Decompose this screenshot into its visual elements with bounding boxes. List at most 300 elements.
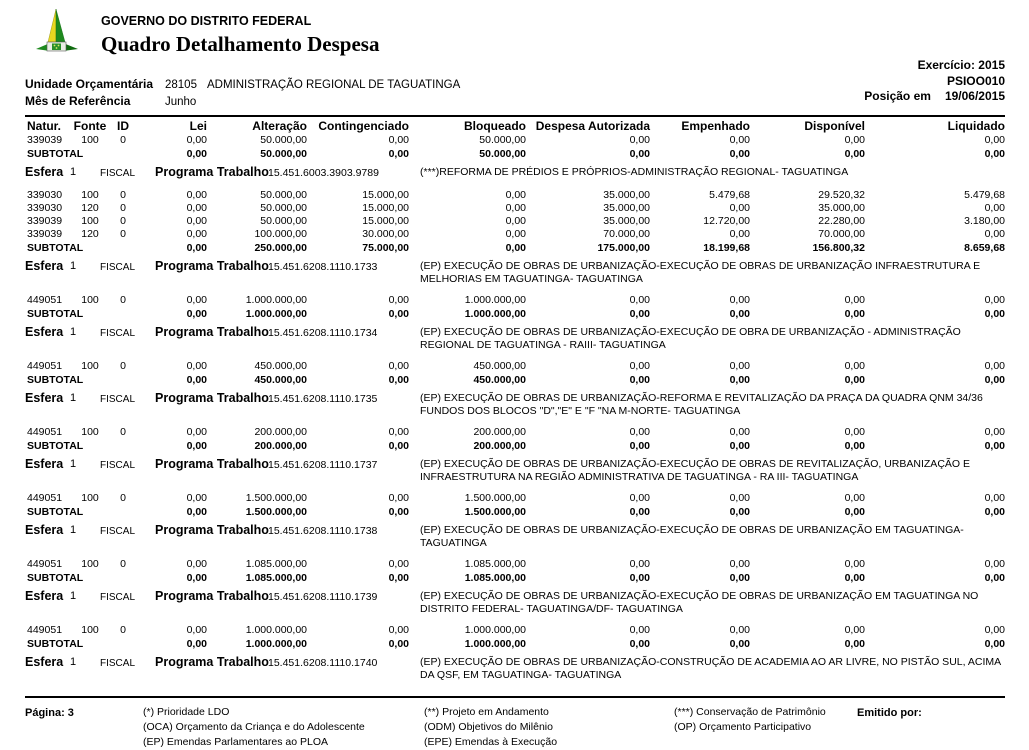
subtotal-row bbox=[25, 373, 1005, 389]
cell: 449051 bbox=[27, 624, 63, 636]
cell: 449051 bbox=[27, 294, 63, 306]
subtotal-cell: 0,00 bbox=[186, 374, 207, 386]
cell: 100.000,00 bbox=[254, 228, 307, 240]
cell: 339030 bbox=[27, 202, 63, 214]
government-name: GOVERNO DO DISTRITO FEDERAL bbox=[101, 14, 312, 28]
subtotal-cell: 0,00 bbox=[186, 242, 207, 254]
esfera-value: 1 bbox=[70, 166, 77, 178]
report-footer bbox=[25, 705, 1005, 750]
cell: 50.000,00 bbox=[260, 202, 307, 214]
cell: 0,00 bbox=[844, 558, 865, 570]
cell: 35.000,00 bbox=[603, 202, 650, 214]
cell: 0,00 bbox=[388, 360, 409, 372]
report-meta bbox=[25, 73, 1005, 110]
subtotal-label: SUBTOTAL bbox=[27, 638, 84, 650]
column-header: Contingenciado bbox=[318, 119, 409, 133]
cell: 0,00 bbox=[186, 426, 207, 438]
cell: 0,00 bbox=[186, 360, 207, 372]
esfera-label: Esfera bbox=[25, 325, 64, 339]
column-header: Lei bbox=[189, 119, 207, 133]
subtotal-row bbox=[25, 147, 1005, 163]
legend-item: (EPE) Emendas à Execução bbox=[424, 736, 558, 748]
cell: 0,00 bbox=[844, 492, 865, 504]
programa-description: (EP) EXECUÇÃO DE OBRAS DE URBANIZAÇÃO-EXECUÇÃO DE OBRAS DE URBANIZAÇÃO EM TAGUATINGA NO DISTRITO FEDERAL- TAGUATINGA/DF- TAGUATINGA bbox=[420, 590, 979, 615]
cell: 100 bbox=[81, 360, 99, 372]
subtotal-cell: 0,00 bbox=[844, 374, 865, 386]
table-header-row bbox=[25, 116, 1005, 134]
cell: 29.520,32 bbox=[818, 189, 865, 201]
cell: 35.000,00 bbox=[603, 215, 650, 227]
cell: 1.000.000,00 bbox=[245, 624, 307, 636]
cell: 50.000,00 bbox=[260, 134, 307, 146]
esfera-tipo: FISCAL bbox=[100, 262, 136, 273]
programa-trabalho-code: 15.451.6208.1110.1740 bbox=[268, 657, 378, 669]
cell: 0,00 bbox=[186, 134, 207, 146]
cell: 0,00 bbox=[388, 426, 409, 438]
unidade-label: Unidade Orçamentária bbox=[25, 77, 154, 91]
esfera-cell bbox=[25, 521, 1005, 558]
subtotal-cell: 0,00 bbox=[388, 572, 409, 584]
cell: 1.085.000,00 bbox=[245, 558, 307, 570]
cell: 100 bbox=[81, 426, 99, 438]
cell: 0,00 bbox=[729, 558, 750, 570]
subtotal-label: SUBTOTAL bbox=[27, 440, 84, 452]
subtotal-cell: 0,00 bbox=[844, 308, 865, 320]
subtotal-cell: 0,00 bbox=[729, 148, 750, 160]
unidade-orcamentaria-row bbox=[25, 73, 1005, 93]
legend-item: (**) Projeto em Andamento bbox=[424, 706, 549, 718]
esfera-label: Esfera bbox=[25, 523, 64, 537]
cell: 0,00 bbox=[984, 360, 1005, 372]
esfera-row bbox=[25, 323, 1005, 360]
subtotal-cell: 0,00 bbox=[388, 506, 409, 518]
cell: 0,00 bbox=[629, 294, 650, 306]
subtotal-cell: 0,00 bbox=[844, 506, 865, 518]
emitido-por-label: Emitido por: bbox=[857, 707, 922, 719]
programa-description: (EP) EXECUÇÃO DE OBRAS DE URBANIZAÇÃO-REFORMA E REVITALIZAÇÃO DA PRAÇA DA QUADRA QNM 34/36 FUNDOS DOS BLOCOS "D","E" E "F "NA M-NORTE- TAGUATINGA bbox=[420, 392, 983, 417]
cell: 120 bbox=[81, 202, 99, 214]
cell: 50.000,00 bbox=[479, 134, 526, 146]
subtotal-cell: 0,00 bbox=[984, 148, 1005, 160]
esfera-row bbox=[25, 389, 1005, 426]
esfera-cell bbox=[25, 389, 1005, 426]
programa-trabalho-code: 15.451.6208.1110.1737 bbox=[268, 459, 378, 471]
cell: 0,00 bbox=[186, 558, 207, 570]
table-row bbox=[25, 360, 1005, 373]
column-header: Alteração bbox=[252, 119, 307, 133]
subtotal-cell: 0,00 bbox=[729, 506, 750, 518]
subtotal-cell: 0,00 bbox=[629, 308, 650, 320]
esfera-label: Esfera bbox=[25, 259, 64, 273]
subtotal-row bbox=[25, 637, 1005, 653]
subtotal-cell: 0,00 bbox=[984, 572, 1005, 584]
cell: 0,00 bbox=[844, 360, 865, 372]
subtotal-label: SUBTOTAL bbox=[27, 374, 84, 386]
cell: 200.000,00 bbox=[254, 426, 307, 438]
programa-description: (EP) EXECUÇÃO DE OBRAS DE URBANIZAÇÃO-EXECUÇÃO DE OBRAS DE URBANIZAÇÃO EM TAGUATINGA- TAGUATINGA bbox=[420, 524, 964, 549]
table-row bbox=[25, 426, 1005, 439]
subtotal-cell: 250.000,00 bbox=[254, 242, 307, 254]
gdf-logo-icon bbox=[35, 8, 79, 56]
subtotal-row bbox=[25, 571, 1005, 587]
cell: 0 bbox=[120, 202, 126, 214]
subtotal-cell: 0,00 bbox=[629, 148, 650, 160]
esfera-cell bbox=[25, 455, 1005, 492]
esfera-row bbox=[25, 257, 1005, 294]
cell: 100 bbox=[81, 215, 99, 227]
subtotal-row bbox=[25, 505, 1005, 521]
subtotal-cell: 0,00 bbox=[984, 506, 1005, 518]
subtotal-cell: 156.800,32 bbox=[812, 242, 865, 254]
cell: 0,00 bbox=[505, 189, 526, 201]
legend-item: (EP) Emendas Parlamentares ao PLOA bbox=[143, 736, 329, 748]
column-header: Empenhado bbox=[681, 119, 750, 133]
programa-trabalho-code: 15.451.6208.1110.1734 bbox=[268, 327, 378, 339]
legend-column-1 bbox=[143, 705, 424, 750]
posicao-line: Posição em 19/06/2015 bbox=[864, 89, 1005, 103]
cell: 1.000.000,00 bbox=[245, 294, 307, 306]
cell: 339039 bbox=[27, 228, 63, 240]
subtotal-cell: 50.000,00 bbox=[479, 148, 526, 160]
cell: 35.000,00 bbox=[818, 202, 865, 214]
cell: 0 bbox=[120, 294, 126, 306]
column-header: Bloqueado bbox=[464, 119, 526, 133]
cell: 0,00 bbox=[629, 134, 650, 146]
programa-trabalho-label: Programa Trabalho bbox=[155, 165, 269, 179]
cell: 100 bbox=[81, 294, 99, 306]
cell: 100 bbox=[81, 492, 99, 504]
column-header: ID bbox=[117, 119, 129, 133]
cell: 0 bbox=[120, 492, 126, 504]
table-row bbox=[25, 294, 1005, 307]
cell: 0,00 bbox=[629, 558, 650, 570]
programa-trabalho-label: Programa Trabalho bbox=[155, 589, 269, 603]
subtotal-cell: 450.000,00 bbox=[254, 374, 307, 386]
subtotal-cell: 450.000,00 bbox=[473, 374, 526, 386]
esfera-row bbox=[25, 587, 1005, 624]
cell: 0,00 bbox=[388, 624, 409, 636]
cell: 0,00 bbox=[729, 492, 750, 504]
cell: 22.280,00 bbox=[818, 215, 865, 227]
subtotal-cell: 0,00 bbox=[984, 308, 1005, 320]
esfera-label: Esfera bbox=[25, 589, 64, 603]
cell: 0,00 bbox=[844, 624, 865, 636]
cell: 120 bbox=[81, 228, 99, 240]
esfera-value: 1 bbox=[70, 656, 77, 668]
cell: 0,00 bbox=[984, 228, 1005, 240]
column-header: Disponível bbox=[804, 119, 865, 133]
esfera-tipo: FISCAL bbox=[100, 526, 136, 537]
subtotal-label: SUBTOTAL bbox=[27, 242, 84, 254]
subtotal-cell: 1.085.000,00 bbox=[464, 572, 526, 584]
subtotal-cell: 0,00 bbox=[629, 638, 650, 650]
cell: 0,00 bbox=[984, 134, 1005, 146]
cell: 0,00 bbox=[729, 360, 750, 372]
cell: 0 bbox=[120, 558, 126, 570]
cell: 0,00 bbox=[729, 294, 750, 306]
esfera-line bbox=[25, 589, 1005, 616]
cell: 0,00 bbox=[729, 228, 750, 240]
esfera-line bbox=[25, 325, 1005, 352]
cell: 339039 bbox=[27, 215, 63, 227]
table-row bbox=[25, 215, 1005, 228]
column-header: Fonte bbox=[73, 119, 107, 133]
subtotal-cell: 1.000.000,00 bbox=[464, 638, 526, 650]
cell: 0,00 bbox=[388, 558, 409, 570]
footer-divider bbox=[25, 696, 1005, 698]
subtotal-cell: 0,00 bbox=[729, 440, 750, 452]
legend-item: (***) Conservação de Patrimônio bbox=[674, 706, 826, 718]
subtotal-cell: 0,00 bbox=[388, 638, 409, 650]
cell: 450.000,00 bbox=[254, 360, 307, 372]
exercicio-line: Exercício: 2015 bbox=[917, 58, 1005, 72]
cell: 15.000,00 bbox=[362, 215, 409, 227]
cell: 0,00 bbox=[186, 624, 207, 636]
subtotal-label: SUBTOTAL bbox=[27, 506, 84, 518]
programa-trabalho-label: Programa Trabalho bbox=[155, 325, 269, 339]
page-number: Página: 3 bbox=[25, 707, 74, 719]
esfera-line bbox=[25, 655, 1005, 682]
cell: 0,00 bbox=[505, 215, 526, 227]
cell: 0,00 bbox=[984, 202, 1005, 214]
cell: 0,00 bbox=[388, 294, 409, 306]
cell: 0 bbox=[120, 134, 126, 146]
esfera-tipo: FISCAL bbox=[100, 592, 136, 603]
subtotal-cell: 0,00 bbox=[388, 440, 409, 452]
subtotal-cell: 0,00 bbox=[388, 374, 409, 386]
legend-column-3 bbox=[674, 705, 857, 750]
esfera-line bbox=[25, 391, 1005, 418]
subtotal-cell: 0,00 bbox=[844, 572, 865, 584]
cell: 0,00 bbox=[629, 426, 650, 438]
esfera-tipo: FISCAL bbox=[100, 168, 136, 179]
cell: 0,00 bbox=[984, 426, 1005, 438]
subtotal-cell: 0,00 bbox=[388, 148, 409, 160]
esfera-row bbox=[25, 653, 1005, 690]
subtotal-cell: 0,00 bbox=[186, 440, 207, 452]
cell: 70.000,00 bbox=[818, 228, 865, 240]
cell: 0,00 bbox=[388, 492, 409, 504]
programa-trabalho-label: Programa Trabalho bbox=[155, 391, 269, 405]
esfera-label: Esfera bbox=[25, 391, 64, 405]
cell: 0,00 bbox=[729, 202, 750, 214]
subtotal-cell: 75.000,00 bbox=[362, 242, 409, 254]
programa-trabalho-label: Programa Trabalho bbox=[155, 457, 269, 471]
subtotal-cell: 0,00 bbox=[629, 506, 650, 518]
programa-description: (***)REFORMA DE PRÉDIOS E PRÓPRIOS-ADMINISTRAÇÃO REGIONAL- TAGUATINGA bbox=[420, 166, 849, 178]
esfera-tipo: FISCAL bbox=[100, 460, 136, 471]
subtotal-cell: 1.000.000,00 bbox=[245, 308, 307, 320]
esfera-value: 1 bbox=[70, 260, 77, 272]
subtotal-cell: 0,00 bbox=[984, 638, 1005, 650]
cell: 0,00 bbox=[729, 134, 750, 146]
subtotal-cell: 0,00 bbox=[388, 308, 409, 320]
subtotal-cell: 200.000,00 bbox=[254, 440, 307, 452]
subtotal-cell: 0,00 bbox=[844, 148, 865, 160]
cell: 0 bbox=[120, 228, 126, 240]
unidade-code: 28105 bbox=[165, 79, 197, 91]
programa-trabalho-label: Programa Trabalho bbox=[155, 655, 269, 669]
table-row bbox=[25, 492, 1005, 505]
cell: 35.000,00 bbox=[603, 189, 650, 201]
mes-value: Junho bbox=[165, 96, 197, 108]
despesa-table bbox=[25, 115, 1005, 690]
cell: 450.000,00 bbox=[473, 360, 526, 372]
programa-description: (EP) EXECUÇÃO DE OBRAS DE URBANIZAÇÃO-EXECUÇÃO DE OBRAS DE URBANIZAÇÃO INFRAESTRUTURA E MELHORIAS EM TAGUATINGA- TAGUATINGA bbox=[420, 260, 981, 285]
subtotal-cell: 1.000.000,00 bbox=[245, 638, 307, 650]
cell: 449051 bbox=[27, 426, 63, 438]
cell: 12.720,00 bbox=[703, 215, 750, 227]
cell: 100 bbox=[81, 189, 99, 201]
esfera-value: 1 bbox=[70, 458, 77, 470]
programa-description: (EP) EXECUÇÃO DE OBRAS DE URBANIZAÇÃO-CONSTRUÇÃO DE ACADEMIA AO AR LIVRE, NO PISTÃO SUL, ACIMA DA QSF, EM TAGUATINGA- TAGUATINGA bbox=[420, 656, 1001, 681]
column-header: Liquidado bbox=[947, 119, 1005, 133]
esfera-row bbox=[25, 163, 1005, 189]
esfera-line bbox=[25, 523, 1005, 550]
subtotal-row bbox=[25, 439, 1005, 455]
esfera-value: 1 bbox=[70, 524, 77, 536]
subtotal-row bbox=[25, 307, 1005, 323]
programa-trabalho-code: 15.451.6208.1110.1733 bbox=[268, 261, 378, 273]
subtotal-label: SUBTOTAL bbox=[27, 308, 84, 320]
legend-column-2 bbox=[424, 705, 674, 750]
cell: 0 bbox=[120, 426, 126, 438]
cell: 1.500.000,00 bbox=[245, 492, 307, 504]
cell: 1.085.000,00 bbox=[464, 558, 526, 570]
esfera-value: 1 bbox=[70, 392, 77, 404]
table-row bbox=[25, 202, 1005, 215]
esfera-line bbox=[25, 259, 1005, 286]
cell: 0,00 bbox=[844, 426, 865, 438]
cell: 0,00 bbox=[984, 294, 1005, 306]
subtotal-cell: 50.000,00 bbox=[260, 148, 307, 160]
programa-trabalho-label: Programa Trabalho bbox=[155, 259, 269, 273]
cell: 200.000,00 bbox=[473, 426, 526, 438]
cell: 1.000.000,00 bbox=[464, 294, 526, 306]
subtotal-cell: 0,00 bbox=[729, 374, 750, 386]
esfera-row bbox=[25, 521, 1005, 558]
report-title: Quadro Detalhamento Despesa bbox=[101, 32, 380, 56]
cell: 0,00 bbox=[388, 134, 409, 146]
programa-description: (EP) EXECUÇÃO DE OBRAS DE URBANIZAÇÃO-EXECUÇÃO DE OBRAS DE REVITALIZAÇÃO, URBANIZAÇÃO E INFRAESTRUTURA NA REGIÃO ADMINISTRATIVA DE TAGUATINGA - RA III- TAGUATINGA bbox=[420, 458, 970, 483]
programa-description: (EP) EXECUÇÃO DE OBRAS DE URBANIZAÇÃO-EXECUÇÃO DE OBRA DE URBANIZAÇÃO - ADMINISTRAÇÃO REGIONAL DE TAGUATINGA - RAIII- TAGUATINGA bbox=[420, 326, 961, 351]
esfera-row bbox=[25, 455, 1005, 492]
cell: 0,00 bbox=[186, 294, 207, 306]
report-meta-right bbox=[864, 58, 1005, 105]
cell: 0,00 bbox=[984, 492, 1005, 504]
cell: 5.479,68 bbox=[964, 189, 1005, 201]
cell: 0,00 bbox=[505, 202, 526, 214]
cell: 50.000,00 bbox=[260, 189, 307, 201]
programa-trabalho-code: 15.451.6208.1110.1735 bbox=[268, 393, 378, 405]
subtotal-cell: 0,00 bbox=[629, 572, 650, 584]
cell: 0 bbox=[120, 624, 126, 636]
subtotal-cell: 0,00 bbox=[629, 440, 650, 452]
unidade-name: ADMINISTRAÇÃO REGIONAL DE TAGUATINGA bbox=[207, 79, 461, 91]
mes-label: Mês de Referência bbox=[25, 94, 131, 108]
subtotal-cell: 1.500.000,00 bbox=[245, 506, 307, 518]
cell: 100 bbox=[81, 624, 99, 636]
legend-item: (OCA) Orçamento da Criança e do Adolescente bbox=[143, 721, 365, 733]
subtotal-cell: 175.000,00 bbox=[597, 242, 650, 254]
table-row bbox=[25, 558, 1005, 571]
cell: 0,00 bbox=[629, 492, 650, 504]
subtotal-cell: 0,00 bbox=[984, 374, 1005, 386]
subtotal-cell: 0,00 bbox=[729, 638, 750, 650]
cell: 1.500.000,00 bbox=[464, 492, 526, 504]
esfera-tipo: FISCAL bbox=[100, 328, 136, 339]
cell: 339030 bbox=[27, 189, 63, 201]
cell: 100 bbox=[81, 134, 99, 146]
legend-item: (*) Prioridade LDO bbox=[143, 706, 230, 718]
cell: 0,00 bbox=[186, 215, 207, 227]
cell: 339039 bbox=[27, 134, 63, 146]
cell: 0,00 bbox=[186, 202, 207, 214]
cell: 0,00 bbox=[844, 294, 865, 306]
cell: 0,00 bbox=[186, 189, 207, 201]
subtotal-cell: 0,00 bbox=[505, 242, 526, 254]
esfera-cell bbox=[25, 257, 1005, 294]
cell: 0,00 bbox=[984, 624, 1005, 636]
cell: 70.000,00 bbox=[603, 228, 650, 240]
cell: 100 bbox=[81, 558, 99, 570]
subtotal-cell: 0,00 bbox=[844, 638, 865, 650]
subtotal-cell: 8.659,68 bbox=[964, 242, 1005, 254]
cell: 50.000,00 bbox=[260, 215, 307, 227]
subtotal-row bbox=[25, 241, 1005, 257]
esfera-tipo: FISCAL bbox=[100, 658, 136, 669]
subtotal-cell: 200.000,00 bbox=[473, 440, 526, 452]
cell: 0,00 bbox=[505, 228, 526, 240]
column-header: Natur. bbox=[27, 119, 62, 133]
esfera-label: Esfera bbox=[25, 457, 64, 471]
cell: 0,00 bbox=[629, 624, 650, 636]
subtotal-label: SUBTOTAL bbox=[27, 148, 84, 160]
cell: 0,00 bbox=[186, 228, 207, 240]
cell: 0,00 bbox=[984, 558, 1005, 570]
cell: 1.000.000,00 bbox=[464, 624, 526, 636]
cell: 30.000,00 bbox=[362, 228, 409, 240]
cell: 0 bbox=[120, 215, 126, 227]
esfera-cell bbox=[25, 163, 1005, 189]
esfera-line bbox=[25, 165, 1005, 181]
subtotal-label: SUBTOTAL bbox=[27, 572, 84, 584]
programa-trabalho-label: Programa Trabalho bbox=[155, 523, 269, 537]
report-code: PSIOO010 bbox=[946, 73, 1005, 88]
esfera-label: Esfera bbox=[25, 165, 64, 179]
cell: 0,00 bbox=[629, 360, 650, 372]
table-row bbox=[25, 624, 1005, 637]
cell: 15.000,00 bbox=[362, 189, 409, 201]
esfera-cell bbox=[25, 587, 1005, 624]
subtotal-cell: 0,00 bbox=[186, 572, 207, 584]
esfera-cell bbox=[25, 653, 1005, 690]
subtotal-cell: 18.199,68 bbox=[703, 242, 750, 254]
subtotal-cell: 1.000.000,00 bbox=[464, 308, 526, 320]
esfera-tipo: FISCAL bbox=[100, 394, 136, 405]
subtotal-cell: 0,00 bbox=[844, 440, 865, 452]
cell: 449051 bbox=[27, 492, 63, 504]
legend-item: (ODM) Objetivos do Milênio bbox=[424, 721, 553, 733]
esfera-value: 1 bbox=[70, 590, 77, 602]
esfera-cell bbox=[25, 323, 1005, 360]
subtotal-cell: 0,00 bbox=[729, 308, 750, 320]
cell: 3.180,00 bbox=[964, 215, 1005, 227]
subtotal-cell: 1.500.000,00 bbox=[464, 506, 526, 518]
table-row bbox=[25, 189, 1005, 202]
esfera-line bbox=[25, 457, 1005, 484]
cell: 0 bbox=[120, 189, 126, 201]
